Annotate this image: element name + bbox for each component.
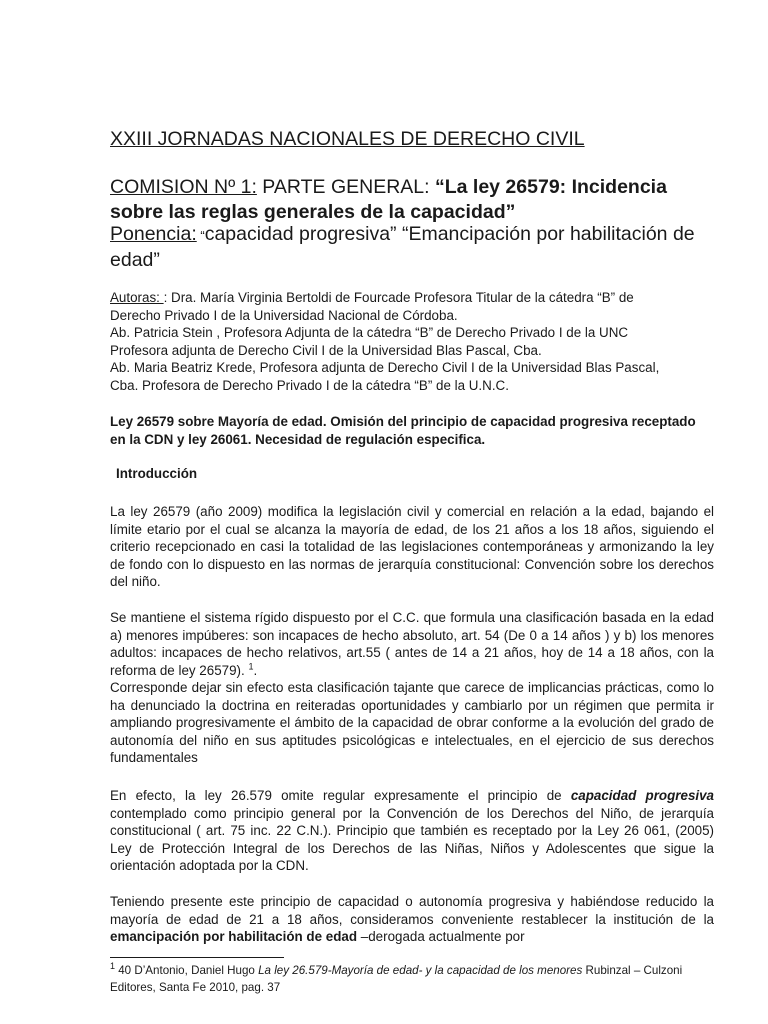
footnote-divider <box>110 957 284 958</box>
paragraph-4 <box>110 893 714 946</box>
author-line-4: Profesora adjunta de Derecho Civil I de la Universidad Blas Pascal, Cba. <box>110 342 542 358</box>
introduction-heading: Introducción <box>116 466 198 481</box>
ponencia-text: capacidad progresiva” “Emancipación por habilitación de edad” <box>110 223 695 271</box>
paragraph-2 <box>110 609 714 767</box>
footnote-after: Rubinzal – Culzoni Editores, Santa Fe 2010, pag. 37 <box>110 964 683 994</box>
author-line-2: Derecho Privado I de la Universidad Nacional de Córdoba. <box>110 307 458 323</box>
paragraph-2-part-1: Se mantiene el sistema rígido dispuesto por el C.C. que formula una clasificación basada en la edad a) menores impúberes: son incapaces de hecho absoluto, art. 54 (De 0 a 14 años ) y b) los menores adultos: incapaces de hecho relativos, art.55 ( antes de 14 a 21 años, hoy de 14 a 18 años, con la reforma de ley 26579). <box>110 610 714 678</box>
author-line-1: : Dra. María Virginia Bertoldi de Fourcade Profesora Titular de la cátedra “B” de <box>163 290 634 305</box>
ponencia-open-quote: “ <box>196 228 205 243</box>
footnote-before: 40 D’Antonio, Daniel Hugo <box>115 964 259 977</box>
commission-topic-line2: sobre las reglas generales de la capacidad” <box>110 201 516 223</box>
author-line-5: Ab. Maria Beatriz Krede, Profesora adjunta de Derecho Civil I de la Universidad Blas Pascal, <box>110 360 660 375</box>
authors-block <box>110 289 760 394</box>
ponencia-heading <box>110 222 714 273</box>
paragraph-3-after: contemplado como principio general por la Convención de los Derechos del Niño, de jerarquía constitucional ( art. 75 inc. 22 C.N.). Principio que también es receptado por la Ley 26 061, (2005) Ley de Protección Integral de los Derechos de las Niñas, Niños y Adolescentes que sigue la orientación adoptada por la CDN. <box>110 805 714 873</box>
footnote-book-title: La ley 26.579-Mayoría de edad- y la capacidad de los menores <box>258 964 583 977</box>
author-line-3: Ab. Patricia Stein , Profesora Adjunta de la cátedra “B” de Derecho Privado I de la UNC <box>110 325 629 340</box>
commission-heading <box>110 175 714 225</box>
summary-heading: Ley 26579 sobre Mayoría de edad. Omisión del principio de capacidad progresiva receptado en la CDN y ley 26061. Necesidad de regulación especifica. <box>110 414 696 447</box>
paragraph-4-after: –derogada actualmente por <box>357 929 525 944</box>
document-title: XXIII JORNADAS NACIONALES DE DERECHO CIVIL <box>110 128 585 150</box>
ponencia-label: Ponencia: <box>110 223 197 245</box>
paragraph-3-emphasis: capacidad progresiva <box>570 788 715 803</box>
paragraph-2-part-1-end: . <box>253 662 258 678</box>
commission-topic-line1: “La ley 26579: Incidencia <box>434 176 667 198</box>
paragraph-3 <box>110 787 714 875</box>
paragraph-4-emphasis: emancipación por habilitación de edad <box>110 929 358 944</box>
paragraph-4-before: Teniendo presente este principio de capacidad o autonomía progresiva y habiéndose reducido la mayoría de edad de 21 a 18 años, consideramos conveniente restablecer la institución de la <box>110 894 714 927</box>
paragraph-2-part-2: Corresponde dejar sin efecto esta clasificación tajante que carece de implicancias prácticas, como lo ha denunciado la doctrina en reiteradas oportunidades y cambiarlo por un régimen que permita ir ampliando progresivamente el ámbito de la capacidad de obrar conforme a la evolución del grado de autonomía del niño en sus aptitudes psicológicas e intelectuales, en el ejercicio de sus derechos fundamentales <box>110 680 714 765</box>
commission-label: COMISION Nº 1: <box>110 176 257 198</box>
footnote-number: 1 <box>110 961 116 972</box>
authors-label: Autoras: <box>110 290 164 305</box>
footnote-reference[interactable]: 1 <box>248 661 254 672</box>
paragraph-1: La ley 26579 (año 2009) modifica la legislación civil y comercial en relación a la edad, bajando el límite etario por el cual se alcanza la mayoría de edad, de los 21 años a los 18 años, siguiendo el criterio recepcionado en casi la totalidad de las legislaciones contemporáneas y armonizando la ley de fondo con lo dispuesto en las normas de jerarquía constitucional: Convención sobre los derechos del niño. <box>110 504 714 589</box>
paragraph-3-before: En efecto, la ley 26.579 omite regular expresamente el principio de <box>110 788 571 803</box>
commission-section: PARTE GENERAL: <box>256 176 435 198</box>
author-line-6: Cba. Profesora de Derecho Privado I de la cátedra “B” de la U.N.C. <box>110 377 509 393</box>
footnote <box>110 963 714 996</box>
